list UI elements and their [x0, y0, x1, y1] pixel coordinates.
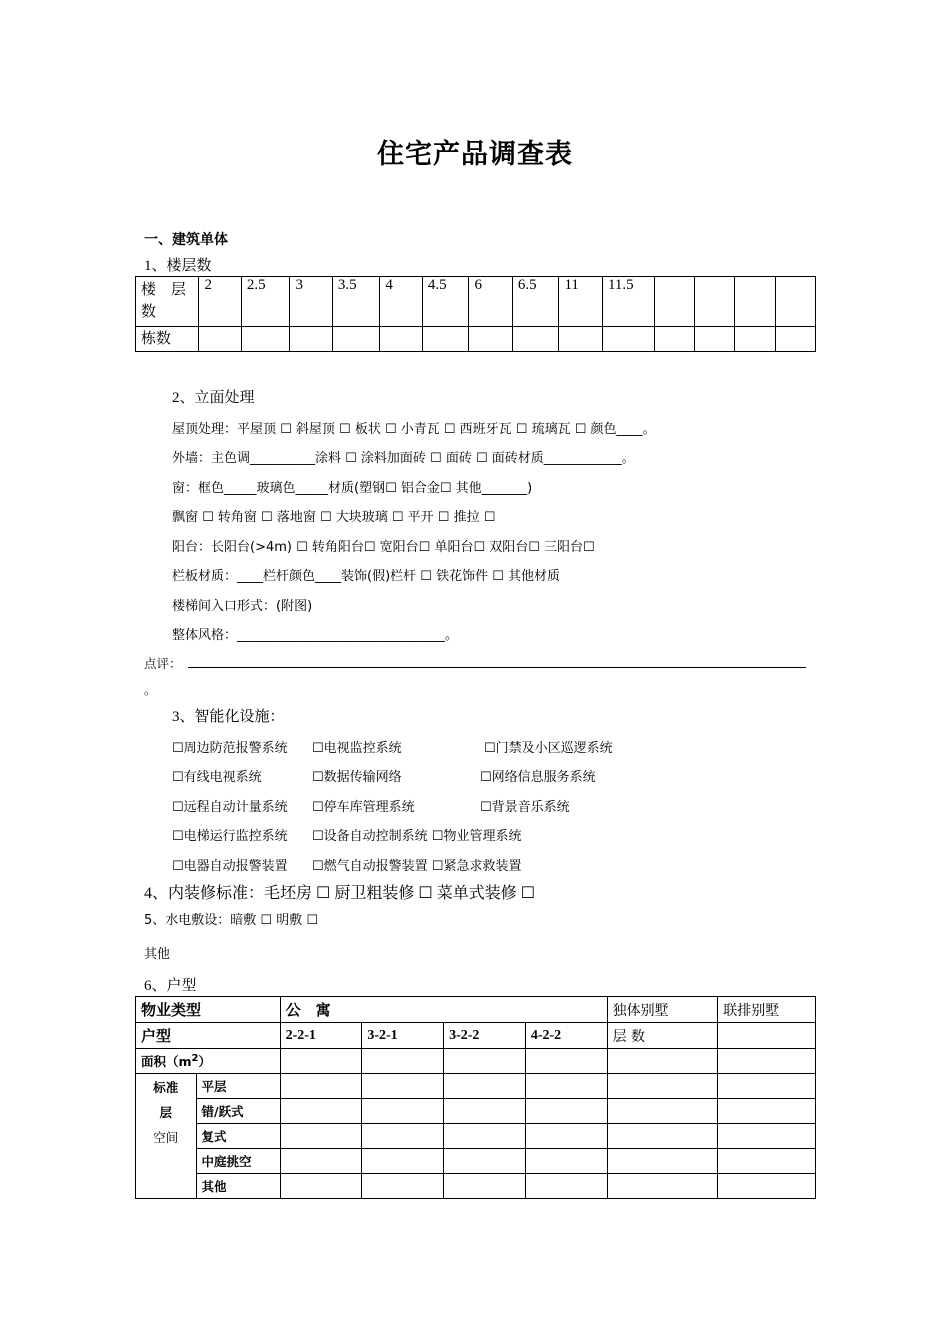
buildings-cell: [199, 327, 241, 352]
floors-heading: 1、楼层数: [144, 258, 212, 274]
comment-end: 。: [144, 682, 157, 697]
apartment-label: 公 寓: [280, 997, 607, 1023]
area-label: 面积$(m^2)$: [136, 1049, 281, 1074]
unit-cell: [718, 1049, 816, 1074]
smart-item: ☐门禁及小区巡逻系统: [484, 741, 613, 756]
floor-cell: [654, 277, 694, 327]
floor-value: 3.5: [332, 277, 380, 327]
unit-cell: [280, 1149, 362, 1174]
buildings-cell: [290, 327, 332, 352]
unit-cell: [280, 1074, 362, 1099]
floors-row-label: 楼 层数: [136, 277, 199, 327]
standard-floor-label: 标准 层 空间: [136, 1074, 197, 1199]
space-label: 平层: [196, 1074, 280, 1099]
unit-cell: [525, 1174, 607, 1199]
smart-item: ☐网络信息服务系统: [480, 770, 596, 785]
smart-item: ☐周边防范报警系统: [172, 741, 288, 756]
floor-value: 4: [380, 277, 422, 327]
unit-cell: [362, 1149, 444, 1174]
buildings-cell: [469, 327, 512, 352]
floor-value: 2.5: [241, 277, 290, 327]
unit-type: 2-2-1: [280, 1023, 362, 1049]
buildings-cell: [332, 327, 380, 352]
space-label: 错/跃式: [196, 1099, 280, 1124]
unit-cell: [525, 1149, 607, 1174]
buildings-cell: [775, 327, 815, 352]
smart-item: ☐电器自动报警装置: [172, 859, 288, 874]
buildings-row-label: 栋数: [136, 327, 199, 352]
floors-table: [135, 276, 816, 352]
style-line: 整体风格：________________________________。: [172, 628, 459, 643]
floor-cell: [775, 277, 815, 327]
unit-cell: [525, 1124, 607, 1149]
unit-type: 3-2-2: [444, 1023, 526, 1049]
unit-cell: [718, 1023, 816, 1049]
unit-cell: [718, 1074, 816, 1099]
unit-cell: [362, 1174, 444, 1199]
floors-label: 层 数: [607, 1023, 718, 1049]
smart-item: ☐燃气自动报警装置 ☐紧急求救装置: [312, 859, 522, 874]
property-type-label: 物业类型: [136, 997, 281, 1023]
interior-line: 4、内装修标准：毛坯房 ☐ 厨卫粗装修 ☐ 菜单式装修 ☐: [144, 885, 536, 902]
comment-label: 点评：: [144, 656, 182, 671]
unit-cell: [280, 1124, 362, 1149]
smart-item: ☐电梯运行监控系统: [172, 829, 288, 844]
unit-cell: [718, 1099, 816, 1124]
unit-cell: [444, 1074, 526, 1099]
unit-heading: 6、户型: [144, 978, 197, 994]
unit-cell: [525, 1049, 607, 1074]
villa-label: 独体别墅: [607, 997, 718, 1023]
unit-cell: [607, 1124, 718, 1149]
buildings-cell: [422, 327, 469, 352]
buildings-cell: [241, 327, 290, 352]
smart-item: ☐停车库管理系统: [312, 800, 415, 815]
floor-value: 11.5: [602, 277, 654, 327]
unit-type: 4-2-2: [525, 1023, 607, 1049]
unit-cell: [362, 1099, 444, 1124]
floor-value: 2: [199, 277, 241, 327]
smart-item: ☐背景音乐系统: [480, 800, 570, 815]
unit-cell: [607, 1049, 718, 1074]
space-label: 中庭挑空: [196, 1149, 280, 1174]
buildings-cell: [735, 327, 775, 352]
buildings-cell: [380, 327, 422, 352]
space-label: 复式: [196, 1124, 280, 1149]
buildings-cell: [694, 327, 734, 352]
unit-cell: [444, 1124, 526, 1149]
unit-cell: [444, 1149, 526, 1174]
railing-line: 栏板材质：____栏杆颜色____装饰(假)栏杆 ☐ 铁花饰件 ☐ 其他材质: [172, 569, 560, 584]
smart-item: ☐电视监控系统: [312, 741, 402, 756]
buildings-cell: [512, 327, 559, 352]
stair-line: 楼梯间入口形式：(附图): [172, 599, 313, 614]
unit-cell: [607, 1174, 718, 1199]
unit-cell: [525, 1074, 607, 1099]
unit-cell: [718, 1174, 816, 1199]
facade-heading: 2、立面处理: [172, 390, 255, 406]
balcony-line: 阳台：长阳台(>4m) ☐ 转角阳台☐ 宽阳台☐ 单阳台☐ 双阳台☐ 三阳台☐: [172, 540, 595, 555]
unit-cell: [607, 1099, 718, 1124]
unit-cell: [362, 1124, 444, 1149]
floor-cell: [735, 277, 775, 327]
unit-cell: [444, 1174, 526, 1199]
unit-cell: [444, 1099, 526, 1124]
floor-value: 4.5: [422, 277, 469, 327]
floor-cell: [694, 277, 734, 327]
unit-cell: [280, 1099, 362, 1124]
floor-value: 6.5: [512, 277, 559, 327]
townhouse-label: 联排别墅: [718, 997, 816, 1023]
unit-cell: [525, 1099, 607, 1124]
smart-item: ☐有线电视系统: [172, 770, 262, 785]
buildings-cell: [654, 327, 694, 352]
buildings-cell: [559, 327, 603, 352]
window-line: 窗：框色_____玻璃色_____材质(塑钢☐ 铝合金☐ 其他_______): [172, 481, 533, 496]
unit-cell: [718, 1149, 816, 1174]
smart-item: ☐远程自动计量系统: [172, 800, 288, 815]
utility-line: 5、水电敷设：暗敷 ☐ 明敷 ☐: [144, 913, 318, 928]
unit-cell: [280, 1174, 362, 1199]
unit-cell: [444, 1049, 526, 1074]
roof-line: 屋顶处理：平屋顶 ☐ 斜屋顶 ☐ 板状 ☐ 小青瓦 ☐ 西班牙瓦 ☐ 琉璃瓦 ☐ 颜色____。: [172, 422, 656, 437]
space-label: 其他: [196, 1174, 280, 1199]
unit-cell: [362, 1074, 444, 1099]
unit-type-label: 户型: [136, 1023, 281, 1049]
window-type-line: 飘窗 ☐ 转角窗 ☐ 落地窗 ☐ 大块玻璃 ☐ 平开 ☐ 推拉 ☐: [172, 510, 496, 525]
floor-value: 11: [559, 277, 603, 327]
floor-value: 3: [290, 277, 332, 327]
unit-cell: [362, 1049, 444, 1074]
smart-heading: 3、智能化设施：: [172, 709, 285, 725]
unit-cell: [718, 1124, 816, 1149]
floor-value: 6: [469, 277, 512, 327]
section-heading: 一、建筑单体: [144, 232, 228, 248]
unit-table: [135, 996, 816, 1199]
unit-type: 3-2-1: [362, 1023, 444, 1049]
page-title: 住宅产品调查表: [377, 139, 573, 170]
smart-item: ☐设备自动控制系统 ☐物业管理系统: [312, 829, 522, 844]
other-label: 其他: [144, 947, 171, 962]
unit-cell: [607, 1149, 718, 1174]
smart-item: ☐数据传输网络: [312, 770, 402, 785]
unit-cell: [280, 1049, 362, 1074]
comment-line: [188, 667, 806, 668]
unit-cell: [607, 1074, 718, 1099]
wall-line: 外墙：主色调__________涂料 ☐ 涂料加面砖 ☐ 面砖 ☐ 面砖材质____________。: [172, 451, 635, 466]
buildings-cell: [602, 327, 654, 352]
